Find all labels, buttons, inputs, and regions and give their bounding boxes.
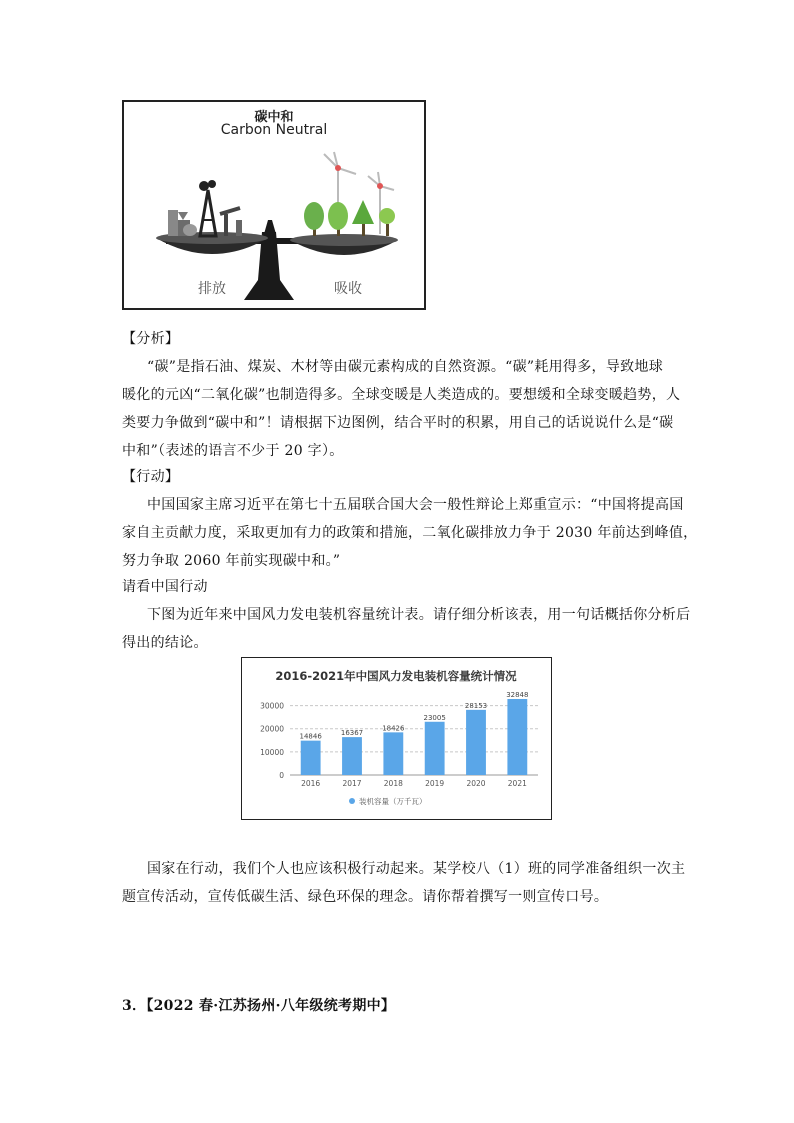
legend-swatch — [349, 798, 355, 804]
x-tick-label: 2019 — [425, 779, 445, 788]
action-line-3: 努力争取 2060 年前实现碳中和。” — [122, 553, 341, 569]
data-label: 23005 — [423, 713, 446, 722]
chart-canvas — [242, 658, 551, 819]
slogan-line-1: 国家在行动，我们个人也应该积极行动起来。某学校八（1）班的同学准备组织一次主 — [147, 861, 686, 877]
carbon-neutral-figure — [122, 100, 426, 310]
wind-turbine-icon-2 — [368, 172, 394, 234]
y-tick-label: 20000 — [260, 724, 284, 734]
x-tick-label: 2021 — [507, 779, 527, 788]
action-heading: 【行动】 — [122, 469, 180, 485]
balance-scale-illustration — [124, 102, 424, 308]
emission-label: 排放 — [198, 281, 226, 297]
bar — [342, 737, 362, 775]
tree-icon — [304, 202, 324, 236]
y-tick-label: 10000 — [260, 747, 284, 757]
bar — [466, 710, 486, 775]
action-line-2: 家自主贡献力度，采取更加有力的政策和措施，二氧化碳排放力争于 2030 年前达到峰值， — [122, 525, 698, 541]
task-line-1: 下图为近年来中国风力发电装机容量统计表。请仔细分析该表，用一句话概括你分析后 — [147, 607, 691, 623]
oil-rig-icon — [199, 180, 216, 236]
analysis-heading: 【分析】 — [122, 331, 180, 347]
oil-pump-icon — [220, 208, 242, 236]
figure-title-cn: 碳中和 — [254, 110, 294, 125]
oil-drop-icon — [183, 224, 197, 236]
bar — [301, 741, 321, 775]
data-label: 18426 — [382, 724, 405, 733]
bar — [383, 732, 403, 775]
bar — [425, 722, 445, 775]
wind-capacity-chart — [241, 657, 552, 820]
data-label: 28153 — [464, 701, 488, 710]
x-tick-label: 2017 — [342, 779, 362, 788]
figure-title-en: Carbon Neutral — [220, 122, 328, 138]
analysis-line-4: 中和”（表述的语言不少于 20 字）。 — [122, 443, 344, 459]
next-question-label: 3．【2022 春·江苏扬州·八年级统考期中】 — [122, 998, 396, 1014]
action-line-1: 中国国家主席习近平在第七十五届联合国大会一般性辩论上郑重宣示：“中国将提高国 — [147, 497, 684, 513]
slogan-line-2: 题宣传活动，宣传低碳生活、绿色环保的理念。请你帮着撰写一则宣传口号。 — [122, 889, 609, 905]
tree-icon-2 — [328, 202, 348, 236]
bar — [507, 699, 527, 775]
absorption-label: 吸收 — [334, 281, 362, 297]
analysis-line-3: 类要力争做到“碳中和”！请根据下边图例，结合平时的积累，用自己的话说说什么是“碳 — [122, 415, 674, 431]
action-subheading: 请看中国行动 — [122, 579, 208, 595]
chart-title: 2016-2021年中国风力发电装机容量统计情况 — [275, 669, 517, 683]
legend-label: 装机容量（万千瓦） — [359, 797, 427, 806]
y-tick-label: 0 — [279, 771, 284, 780]
y-tick-label: 30000 — [260, 701, 284, 711]
tree-icon-4 — [379, 208, 395, 236]
data-label: 16367 — [340, 729, 364, 738]
data-label: 32848 — [506, 690, 529, 699]
x-tick-label: 2018 — [383, 779, 403, 788]
analysis-line-1: “碳”是指石油、煤炭、木材等由碳元素构成的自然资源。“碳”耗用得多，导致地球 — [147, 359, 664, 375]
task-line-2: 得出的结论。 — [122, 635, 208, 651]
x-tick-label: 2016 — [301, 779, 321, 788]
x-tick-label: 2020 — [466, 779, 486, 788]
tree-icon-3 — [352, 200, 374, 236]
data-label: 14846 — [299, 732, 322, 741]
analysis-line-2: 暖化的元凶“二氧化碳”也制造得多。全球变暖是人类造成的。要想缓和全球变暖趋势，人 — [122, 387, 681, 403]
